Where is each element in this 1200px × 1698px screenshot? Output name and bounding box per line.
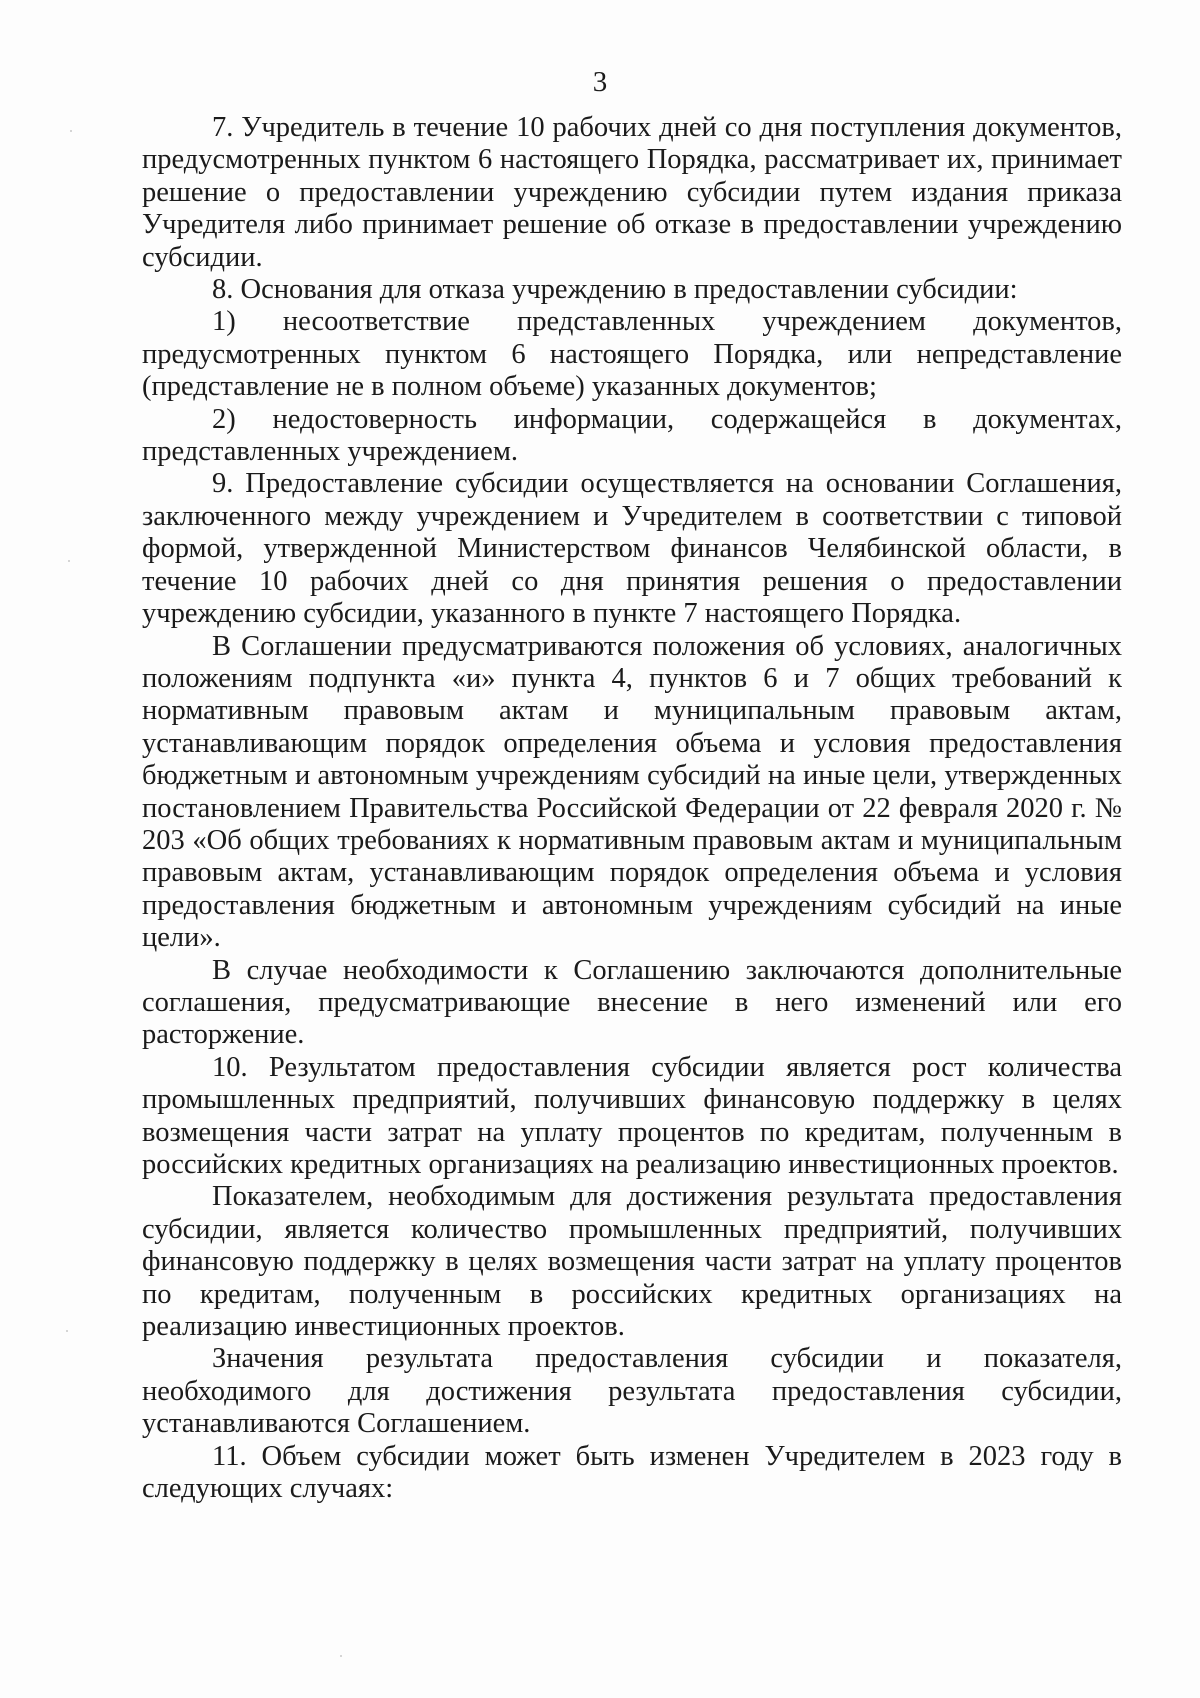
paragraph-10-indicator: Показателем, необходимым для достижения результата предоставления субсидии, является количество промышленных предприятий, получивших финансовую поддержку в целях возмещения части затрат на уплату процентов по кредитам, полученным в российских кредитных организациях на реализацию инвестиционных проектов.: [142, 1181, 1122, 1343]
paragraph-10-values: Значения результата предоставления субсидии и показателя, необходимого для достижения результата предоставления субсидии, устанавливаются Соглашением.: [142, 1343, 1122, 1440]
paragraph-9-additional-agreements: В случае необходимости к Соглашению заключаются дополнительные соглашения, предусматривающие внесение в него изменений или его расторжение.: [142, 954, 1122, 1051]
paragraph-11: 11. Объем субсидии может быть изменен Учредителем в 2023 году в следующих случаях:: [142, 1440, 1122, 1505]
scan-speck: [70, 130, 72, 132]
page-number: 3: [592, 66, 608, 98]
paragraph-10: 10. Результатом предоставления субсидии является рост количества промышленных предприятий, получивших финансовую поддержку в целях возмещения части затрат на уплату процентов по кредитам, полученным в российских кредитных организациях на реализацию инвестиционных проектов.: [142, 1051, 1122, 1180]
scan-speck: [66, 1330, 68, 1332]
scan-speck: [68, 560, 70, 562]
paragraph-9-agreement-provisions: В Соглашении предусматриваются положения об условиях, аналогичных положениям подпункта «и» пункта 4, пунктов 6 и 7 общих требований к нормативным правовым актам и муниципальным правовым актам, устанавливающим порядок определения объема и условия предоставления бюджетным и автономным учреждениям субсидий на иные цели, утвержденных постановлением Правительства Российской Федерации от 22 февраля 2020 г. № 203 «Об общих требованиях к нормативным правовым актам и муниципальным правовым актам, устанавливающим порядок определения объема и условия предоставления бюджетным и автономным учреждениям субсидий на иные цели».: [142, 630, 1122, 954]
paragraph-7: 7. Учредитель в течение 10 рабочих дней со дня поступления документов, предусмотренных пунктом 6 настоящего Порядка, рассматривает их, принимает решение о предоставлении учреждению субсидии путем издания приказа Учредителя либо принимает решение об отказе в предоставлении учреждению субсидии.: [142, 112, 1122, 273]
paragraph-8: 8. Основания для отказа учреждению в предоставлении субсидии:: [212, 274, 1018, 306]
paragraph-8-item-1: 1) несоответствие представленных учреждением документов, предусмотренных пунктом 6 настоящего Порядка, или непредставление (представление не в полном объеме) указанных документов;: [142, 306, 1122, 403]
scan-speck: [340, 1655, 342, 1657]
paragraph-9: 9. Предоставление субсидии осуществляется на основании Соглашения, заключенного между учреждением и Учредителем в соответствии с типовой формой, утвержденной Министерством финансов Челябинской области, в течение 10 рабочих дней со дня принятия решения о предоставлении учреждению субсидии, указанного в пункте 7 настоящего Порядка.: [142, 468, 1122, 630]
paragraph-8-item-2: 2) недостоверность информации, содержащейся в документах, представленных учреждением.: [142, 403, 1122, 468]
document-body: [142, 112, 1122, 1505]
